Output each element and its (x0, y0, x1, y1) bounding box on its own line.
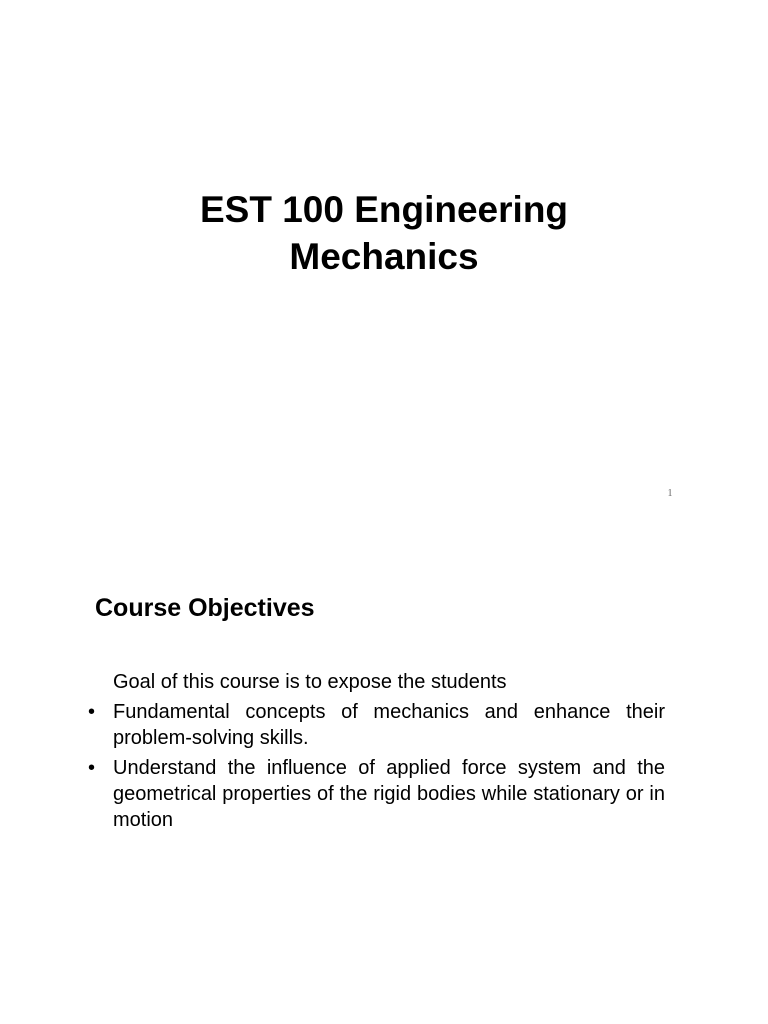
objectives-list (88, 699, 665, 833)
bullet-icon: • (88, 701, 96, 723)
objectives-slide (0, 512, 768, 1024)
slide-title (0, 186, 768, 280)
bullet-text: Understand the influence of applied force system and the geometrical properties of the rigid bodies while stationary or in motion (113, 757, 665, 831)
intro-text: Goal of this course is to expose the students (113, 671, 507, 693)
section-heading: Course Objectives (95, 594, 315, 622)
list-item (88, 755, 665, 833)
slide-title-line-1: EST 100 Engineering (199, 189, 569, 230)
slide-title-line-2: Mechanics (289, 236, 479, 277)
bullet-icon: • (88, 757, 96, 779)
bullet-text: Fundamental concepts of mechanics and enhance their problem-solving skills. (113, 701, 665, 749)
list-item (88, 699, 665, 751)
page-number: 1 (667, 488, 673, 499)
objectives-content (88, 669, 665, 837)
